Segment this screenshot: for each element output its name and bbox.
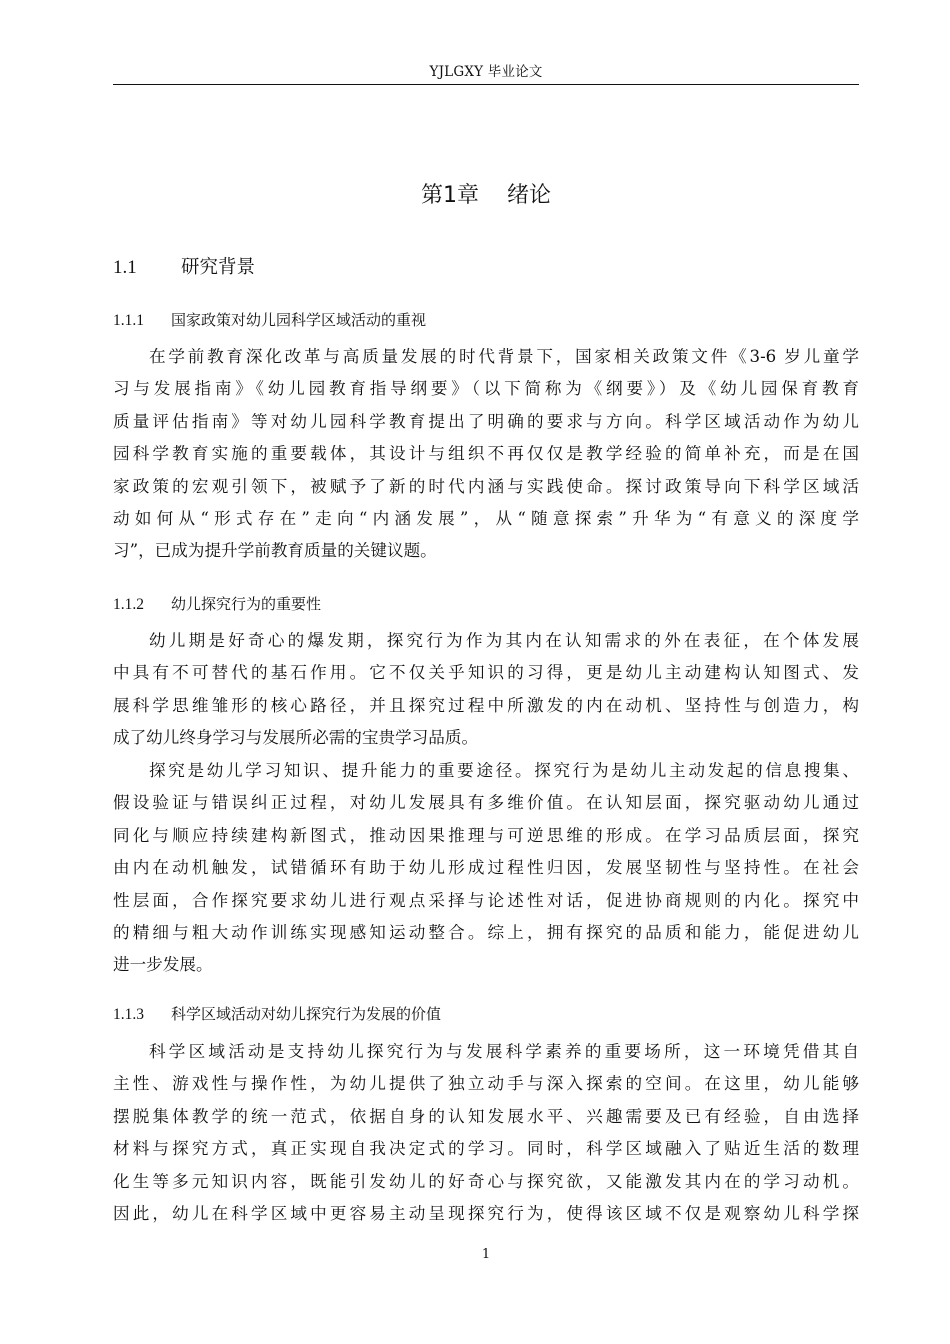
subsection-title: 幼儿探究行为的重要性	[171, 595, 322, 613]
subsection-title: 科学区域活动对幼儿探究行为发展的价值	[171, 1005, 442, 1023]
paragraph-line: 同化与顺应持续建构新图式，推动因果推理与可逆思维的形成。在学习品质层面，探究	[113, 825, 859, 845]
paragraph-line: 材料与探究方式，真正实现自我决定式的学习。同时，科学区域融入了贴近生活的数理	[113, 1139, 859, 1159]
chapter-title	[113, 178, 859, 209]
section-title: 研究背景	[181, 257, 256, 278]
paragraph-line: 因此，幼儿在科学区域中更容易主动呈现探究行为，使得该区域不仅是观察幼儿科学探	[113, 1203, 859, 1223]
paragraph-line: 习与发展指南》《幼儿园教育指导纲要》（以下简称为《纲要》）及《幼儿园保育教育	[113, 379, 859, 399]
paragraph-science-area-value	[113, 1036, 859, 1230]
paragraph-line: 成了幼儿终身学习与发展所必需的宝贵学习品质。	[113, 728, 479, 748]
subsection-number: 1.1.1	[113, 312, 144, 329]
paragraph-line: 主性、游戏性与操作性，为幼儿提供了独立动手与深入探索的空间。在这里，幼儿能够	[113, 1074, 859, 1094]
section-number: 1.1	[113, 257, 137, 278]
header-divider	[113, 84, 859, 85]
paragraph-line: 的精细与粗大动作训练实现感知运动整合。综上，拥有探究的品质和能力，能促进幼儿	[113, 922, 859, 942]
running-header: YJLGXY 毕业论文	[429, 64, 543, 80]
paragraph-line: 摆脱集体教学的统一范式，依据自身的认知发展水平、兴趣需要及已有经验，自由选择	[113, 1106, 859, 1126]
paragraph-line: 化生等多元知识内容，既能引发幼儿的好奇心与探究欲，又能激发其内在的学习动机。	[113, 1171, 859, 1191]
subsection-heading-1-1-2	[113, 593, 321, 614]
paragraph-line: 展科学思维雏形的核心路径，并且探究过程中所激发的内在动机、坚持性与创造力，构	[113, 695, 859, 715]
paragraph-line: 中具有不可替代的基石作用。它不仅关乎知识的习得，更是幼儿主动建构认知图式、发	[113, 663, 859, 683]
paragraph-line: 园科学教育实施的重要载体，其设计与组织不再仅仅是教学经验的简单补充，而是在国	[113, 444, 859, 464]
chapter-name: 绪论	[506, 183, 551, 208]
paragraph-line: 性层面，合作探究要求幼儿进行观点采择与论述性对话，促进协商规则的内化。探究中	[113, 890, 859, 910]
paragraph-line: 家政策的宏观引领下，被赋予了新的时代内涵与实践使命。探讨政策导向下科学区域活	[113, 476, 859, 496]
subsection-heading-1-1-1	[113, 309, 426, 330]
paragraph-policy	[113, 341, 859, 568]
subsection-title: 国家政策对幼儿园科学区域活动的重视	[171, 311, 427, 329]
subsection-number: 1.1.2	[113, 596, 144, 613]
paragraph-line: 质量评估指南》等对幼儿园科学教育提出了明确的要求与方向。科学区域活动作为幼儿	[113, 411, 859, 431]
subsection-heading-1-1-3	[113, 1003, 441, 1024]
paragraph-line: 探究是幼儿学习知识、提升能力的重要途径。探究行为是幼儿主动发起的信息搜集、	[149, 761, 859, 780]
page-number: 1	[481, 1247, 491, 1262]
paragraph-line: 习”，已成为提升学前教育质量的关键议题。	[113, 541, 437, 561]
paragraph-exploration-importance	[113, 625, 859, 755]
paragraph-line: 由内在动机触发，试错循环有助于幼儿形成过程性归因，发展坚韧性与坚持性。在社会	[113, 858, 859, 878]
section-heading-1-1	[113, 253, 255, 279]
subsection-number: 1.1.3	[113, 1006, 144, 1023]
chapter-number: 第1章	[420, 183, 479, 208]
paragraph-exploration-value	[113, 755, 859, 982]
paragraph-line: 动如何从“形式存在”走向“内涵发展”，从“随意探索”升华为“有意义的深度学	[113, 508, 859, 528]
paragraph-line: 科学区域活动是支持幼儿探究行为与发展科学素养的重要场所，这一环境凭借其自	[149, 1042, 859, 1061]
paragraph-line: 在学前教育深化改革与高质量发展的时代背景下，国家相关政策文件《3-6 岁儿童学	[149, 347, 859, 366]
paragraph-line: 幼儿期是好奇心的爆发期，探究行为作为其内在认知需求的外在表征，在个体发展	[149, 631, 859, 650]
paragraph-line: 进一步发展。	[113, 955, 213, 975]
paragraph-line: 假设验证与错误纠正过程，对幼儿发展具有多维价值。在认知层面，探究驱动幼儿通过	[113, 793, 859, 813]
